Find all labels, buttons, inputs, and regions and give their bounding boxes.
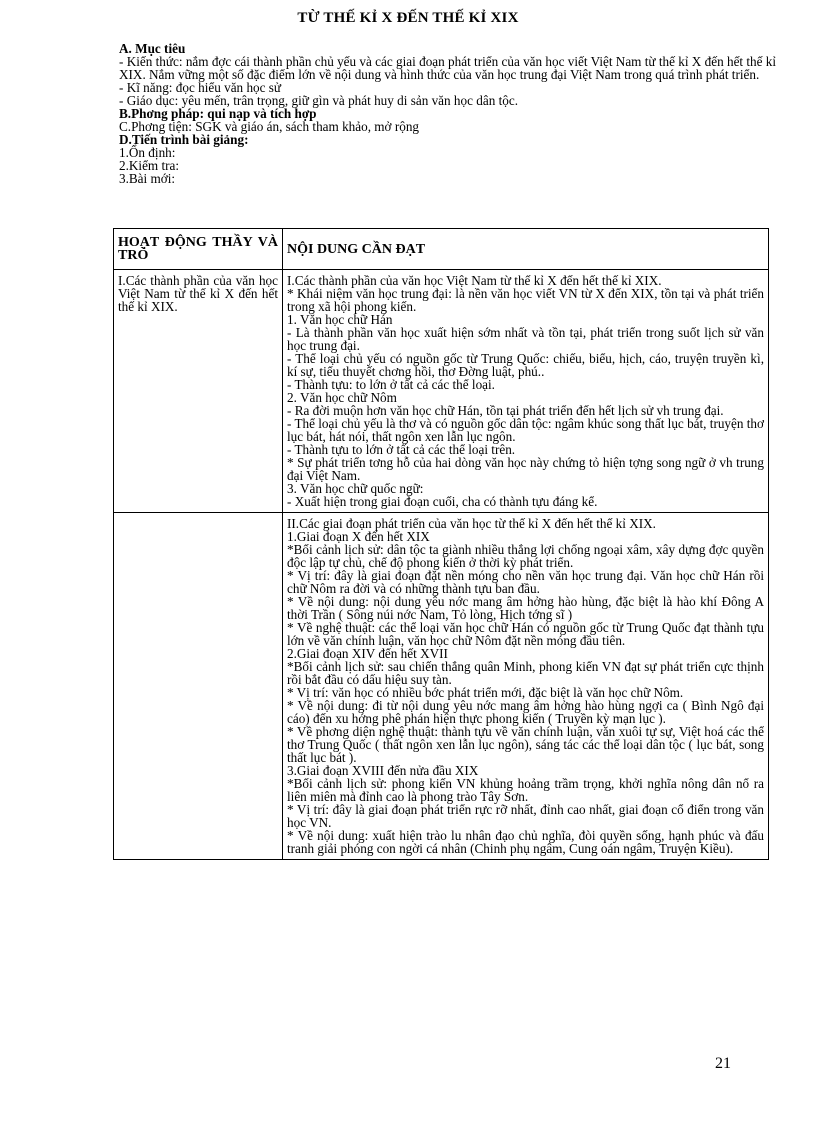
lesson-table xyxy=(113,228,769,860)
content-line: * Vị trí: đây là giai đoạn đặt nền móng cho nền văn học trung đại. Văn học chữ Hán rồi chữ Nôm ra đời và có những thành tựu ban đầu. xyxy=(287,568,764,596)
content-line: * Khái niệm văn học trung đại: là nền văn học viết VN từ X đến XIX, tồn tại và phát triển trong xã hội phong kiến. xyxy=(287,286,764,314)
objective-knowledge: - Kiến thức: nắm đợc cái thành phần chủ yếu và các giai đoạn phát triển của văn học viết Việt Nam từ thế kỉ X đến hết thế kỉ XIX. Nắm vững một số đặc điểm lớn về nội dung và hình thức của văn học trung đại Việt Nam trong quá trình phát triển. xyxy=(119,54,777,82)
content-line: *Bối cảnh lịch sử: dân tộc ta giành nhiều thắng lợi chống ngoại xâm, xây dựng đợc quyền độc lập tự chủ, chế độ phong kiến ở thời kỳ phát triển. xyxy=(287,542,764,570)
step-2: 2.Kiểm tra: xyxy=(119,158,180,173)
section-a-heading: A. Mục tiêu xyxy=(119,41,186,56)
content-line: *Bối cảnh lịch sử: sau chiến thắng quân Minh, phong kiến VN đạt sự phát triển cực thịnh rồi bắt đầu có dấu hiệu suy tàn. xyxy=(287,659,764,687)
content-line: - Thể loại chủ yếu là thơ và có nguồn gốc dân tộc: ngâm khúc song thất lục bát, truyện thơ lục bát, hát nói, thất ngôn xen lẫn lục ngôn. xyxy=(287,416,764,444)
content-line: - Thể loại chủ yếu có nguồn gốc từ Trung Quốc: chiếu, biểu, hịch, cáo, truyện truyền kì, kí sự, tiểu thuyết chơng hồi, thơ Đờng luật, phú.. xyxy=(287,351,764,379)
content-line: * Về nội dung: đi từ nội dung yêu nớc mang âm hởng hào hùng ngợi ca ( Bình Ngô đại cáo) đến xu hớng phê phán hiện thực phong kiến ( Truyền kỳ mạn lục ). xyxy=(287,698,764,726)
section-c-heading: C.Phơng tiện: SGK và giáo án, sách tham khảo, mở rộng xyxy=(119,119,420,134)
content-line: 3.Giai đoạn XVIII đến nửa đầu XIX xyxy=(287,763,479,778)
content-line: 2. Văn học chữ Nôm xyxy=(287,390,397,405)
lesson-intro xyxy=(119,42,799,185)
content-line: I.Các thành phần của văn học Việt Nam từ thế kỉ X đến hết thế kỉ XIX. xyxy=(287,273,662,288)
row1-activity: I.Các thành phần của văn học Việt Nam từ thế kỉ X đến hết thế kỉ XIX. xyxy=(114,270,283,513)
content-line: * Về nội dung: nội dung yêu nớc mang âm hởng hào hùng, đặc biệt là hào khí Đông A thời Trần ( Sông núi nớc Nam, Tỏ lòng, Hịch tớng sĩ ) xyxy=(287,594,764,622)
content-line: - Xuất hiện trong giai đoạn cuối, cha có thành tựu đáng kể. xyxy=(287,494,598,509)
step-3: 3.Bài mới: xyxy=(119,171,176,186)
table-header-row xyxy=(114,229,769,270)
objective-skill: - Kĩ năng: đọc hiểu văn học sử xyxy=(119,80,282,95)
table-row xyxy=(114,513,769,860)
content-line: II.Các giai đoạn phát triển của văn học từ thế kỉ X đến hết thế kỉ XIX. xyxy=(287,516,656,531)
content-line: - Thành tựu to lớn ở tất cả các thể loại trên. xyxy=(287,442,516,457)
row2-content xyxy=(283,513,769,860)
content-line: * Vị trí: văn học có nhiều bớc phát triển mới, đặc biệt là văn học chữ Nôm. xyxy=(287,685,684,700)
table-row xyxy=(114,270,769,513)
row1-content xyxy=(283,270,769,513)
content-line: 1.Giai đoạn X đến hết XIX xyxy=(287,529,430,544)
page-title: TỪ THẾ KỈ X ĐẾN THẾ KỈ XIX xyxy=(297,10,519,26)
section-b-heading: B.Phơng pháp: qui nạp và tích hợp xyxy=(119,106,317,121)
header-activities: HOẠT ĐỘNG THẦY VÀ TRÒ xyxy=(114,229,283,270)
content-line: * Về nội dung: xuất hiện trào lu nhân đạo chủ nghĩa, đòi quyền sống, hạnh phúc và đấu tranh giải phóng con ngời cá nhân (Chinh phụ ngâm, Cung oán ngâm, Truyện Kiều). xyxy=(287,828,764,856)
content-line: 2.Giai đoạn XIV đến hết XVII xyxy=(287,646,448,661)
content-line: - Là thành phần văn học xuất hiện sớm nhất và tồn tại, phát triển trong suốt lịch sử văn học trung đại. xyxy=(287,325,764,353)
objective-education: - Giáo dục: yêu mến, trân trọng, giữ gìn và phát huy di sản văn học dân tộc. xyxy=(119,93,519,108)
row2-activity xyxy=(114,513,283,860)
content-line: *Bối cảnh lịch sử: phong kiến VN khủng hoảng trầm trọng, khởi nghĩa nông dân nổ ra liên miên mà đỉnh cao là phong trào Tây Sơn. xyxy=(287,776,764,804)
content-line: * Về nghệ thuật: các thể loại văn học chữ Hán có nguồn gốc từ Trung Quốc đạt thành tựu lớn về văn chính luận, văn học chữ Nôm đặt nền móng đầu tiên. xyxy=(287,620,764,648)
section-d-heading: D.Tiến trình bài giảng: xyxy=(119,132,249,147)
content-line: * Vị trí: đây là giai đoạn phát triển rực rỡ nhất, đỉnh cao nhất, giai đoạn cổ điển trong văn học VN. xyxy=(287,802,764,830)
content-line: * Về phơng diện nghệ thuật: thành tựu về văn chính luận, văn xuôi tự sự, Việt hoá các thể thơ Trung Quốc ( thất ngôn xen lẫn lục ngôn), sáng tác các thể loại dân tộc ( lục bát, song thất lục bát ). xyxy=(287,724,764,765)
content-line: 3. Văn học chữ quốc ngữ: xyxy=(287,481,424,496)
content-line: - Thành tựu: to lớn ở tất cả các thể loại. xyxy=(287,377,495,392)
step-1: 1.Ổn định: xyxy=(119,145,176,160)
content-line: - Ra đời muộn hơn văn học chữ Hán, tồn tại phát triển đến hết lịch sử vh trung đại. xyxy=(287,403,724,418)
header-content: NỘI DUNG CẦN ĐẠT xyxy=(283,229,769,270)
content-line: * Sự phát triển tơng hỗ của hai dòng văn học này chứng tỏ hiện tợng song ngữ ở vh trung đại Việt Nam. xyxy=(287,455,764,483)
page-number: 21 xyxy=(715,1055,731,1072)
content-line: 1. Văn học chữ Hán xyxy=(287,312,393,327)
